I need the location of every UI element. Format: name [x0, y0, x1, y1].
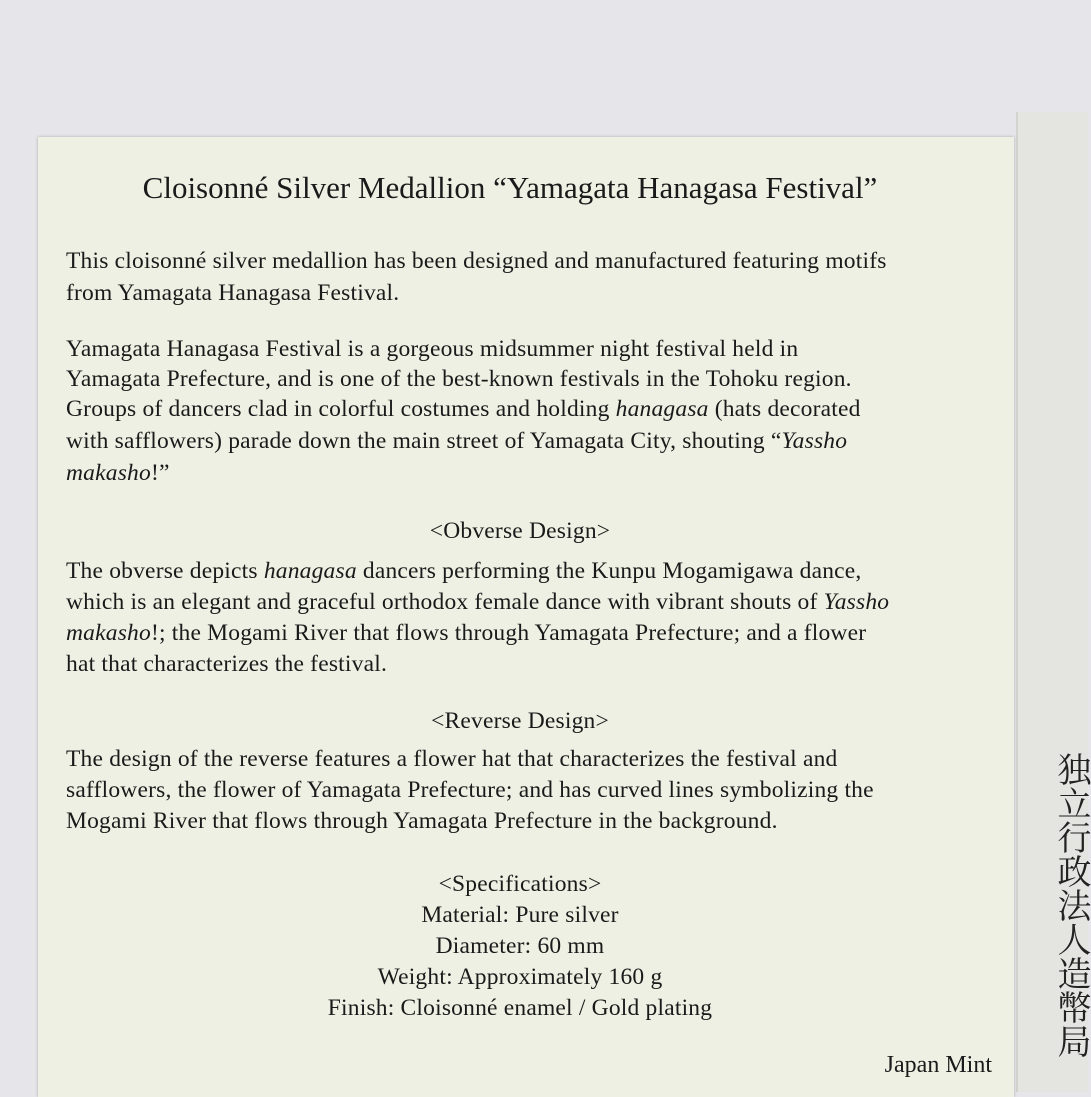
reverse-heading: <Reverse Design>: [431, 708, 609, 734]
reverse-line: [66, 777, 874, 804]
italic-term: hanagasa: [615, 396, 709, 422]
spec-diameter: Diameter: 60 mm: [435, 933, 605, 959]
italic-term: hanagasa: [263, 558, 357, 584]
obverse-heading: <Obverse Design>: [429, 518, 611, 544]
spec-weight: Weight: Approximately 160 g: [377, 964, 663, 990]
text-segment: hat that characterizes the festival.: [66, 651, 388, 677]
obverse-line: [66, 558, 862, 585]
italic-term: Yassho: [823, 589, 890, 615]
reverse-line: [66, 808, 778, 835]
text-segment: Mogami River that flows through Yamagata Prefecture in the background.: [66, 808, 778, 834]
intro-line: [66, 280, 399, 307]
text-segment: The obverse depicts: [66, 558, 264, 584]
text-segment: with safflowers) parade down the main street of Yamagata City, shouting “: [66, 428, 782, 454]
festival-line: [66, 336, 798, 363]
text-segment: safflowers, the flower of Yamagata Prefecture; and has curved lines symbolizing the: [66, 777, 874, 803]
reverse-line: [66, 746, 838, 773]
text-segment: Yamagata Prefecture, and is one of the best-known festivals in the Tohoku region.: [66, 366, 852, 392]
text-segment: !; the Mogami River that flows through Yamagata Prefecture; and a flower: [150, 620, 867, 646]
obverse-line: [66, 651, 387, 678]
text-segment: which is an elegant and graceful orthodox female dance with vibrant shouts of: [66, 589, 824, 615]
japanese-issuer-text: 独立行政法人造幣局: [1051, 752, 1091, 1058]
obverse-line: [66, 620, 866, 647]
intro-line: [66, 248, 887, 275]
spec-finish: Finish: Cloisonné enamel / Gold plating: [327, 995, 713, 1021]
document-title: Cloisonné Silver Medallion “Yamagata Hanagasa Festival”: [142, 170, 878, 205]
festival-line: [66, 460, 170, 487]
italic-term: makasho: [66, 460, 151, 486]
text-segment: !”: [150, 460, 170, 486]
text-segment: dancers performing the Kunpu Mogamigawa dance,: [356, 558, 862, 584]
text-segment: from Yamagata Hanagasa Festival.: [66, 280, 400, 306]
italic-term: Yassho: [781, 428, 848, 454]
specifications-heading: <Specifications>: [438, 871, 602, 897]
text-segment: The design of the reverse features a flower hat that characterizes the festival and: [66, 746, 838, 772]
spec-material: Material: Pure silver: [421, 902, 619, 928]
festival-line: [66, 428, 847, 455]
issuer-name: Japan Mint: [884, 1052, 992, 1078]
text-segment: This cloisonné silver medallion has been designed and manufactured featuring motifs: [66, 248, 887, 274]
festival-line: [66, 366, 852, 393]
obverse-line: [66, 589, 889, 616]
text-segment: Groups of dancers clad in colorful costumes and holding: [66, 396, 616, 422]
festival-line: [66, 396, 861, 423]
text-segment: (hats decorated: [708, 396, 861, 422]
italic-term: makasho: [66, 620, 151, 646]
text-segment: Yamagata Hanagasa Festival is a gorgeous midsummer night festival held in: [66, 336, 799, 362]
